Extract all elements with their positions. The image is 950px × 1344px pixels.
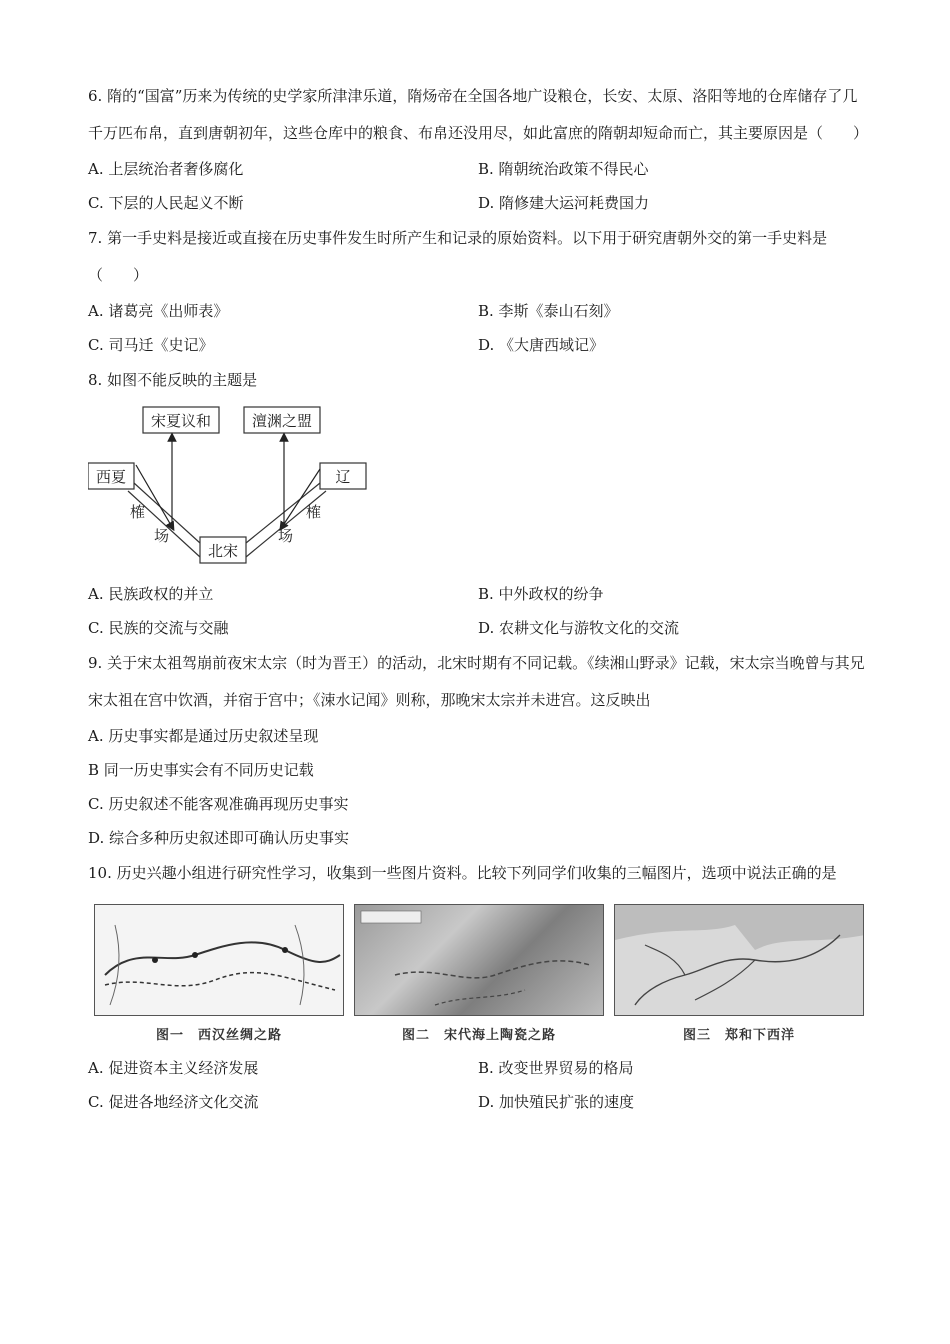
- label-que-left: 榷: [130, 503, 146, 521]
- ceramics-road-map-image: [354, 904, 604, 1016]
- option-b[interactable]: B. 李斯《泰山石刻》: [478, 302, 619, 320]
- option-a[interactable]: A. 民族政权的并立: [88, 585, 214, 603]
- left-channel-line: [128, 491, 200, 557]
- exam-page: [88, 78, 868, 1119]
- label-liao: 辽: [335, 468, 351, 486]
- map-caption: 图一 西汉丝绸之路: [155, 1028, 282, 1043]
- question-10-text: 10. 历史兴趣小组进行研究性学习，收集到一些图片资料。比较下列同学们收集的三幅图片，选项中说法正确的是: [88, 864, 837, 882]
- label-que-right: 榷: [306, 503, 322, 521]
- option-c[interactable]: C. 司马迁《史记》: [88, 336, 214, 354]
- option-d[interactable]: D. 隋修建大运河耗费国力: [478, 194, 650, 212]
- option-b[interactable]: B. 中外政权的纷争: [478, 585, 604, 603]
- map-figure-2: [354, 904, 604, 1043]
- label-chang-right: 场: [278, 527, 294, 545]
- question-7-options: [88, 294, 868, 362]
- label-chang-left: 场: [154, 527, 170, 545]
- right-channel-line: [246, 491, 326, 557]
- silk-road-map-image: [94, 904, 344, 1016]
- question-7-text: 7. 第一手史料是接近或直接在历史事件发生时所产生和记录的原始资料。以下用于研究唐朝外交的第一手史料是（ ）: [88, 229, 828, 284]
- question-8-text: 8. 如图不能反映的主题是: [88, 371, 258, 389]
- map-caption: 图三 郑和下西洋: [682, 1028, 795, 1043]
- option-c[interactable]: C. 历史叙述不能客观准确再现历史事实: [88, 795, 349, 813]
- option-b[interactable]: B 同一历史事实会有不同历史记载: [88, 761, 314, 779]
- option-c[interactable]: C. 民族的交流与交融: [88, 619, 229, 637]
- option-d[interactable]: D. 加快殖民扩张的速度: [478, 1093, 635, 1111]
- option-a[interactable]: A. 诸葛亮《出师表》: [88, 302, 229, 320]
- question-6-options: [88, 152, 868, 220]
- zhenghe-voyage-map-image: [614, 904, 864, 1016]
- question-9-options: [88, 719, 868, 855]
- label-xixia: 西夏: [95, 468, 127, 486]
- q8-trade-diagram: [88, 403, 388, 571]
- map-figure-3: [614, 904, 864, 1043]
- option-a[interactable]: A. 上层统治者奢侈腐化: [88, 160, 244, 178]
- option-a[interactable]: A. 促进资本主义经济发展: [88, 1059, 259, 1077]
- question-8-options: [88, 577, 868, 645]
- option-b[interactable]: B. 改变世界贸易的格局: [478, 1059, 634, 1077]
- option-d[interactable]: D. 农耕文化与游牧文化的交流: [478, 619, 680, 637]
- q10-map-figures: [94, 904, 868, 1043]
- map-figure-1: [94, 904, 344, 1043]
- label-beisong: 北宋: [207, 542, 239, 560]
- option-d[interactable]: D. 《大唐西域记》: [478, 336, 605, 354]
- option-b[interactable]: B. 隋朝统治政策不得民心: [478, 160, 649, 178]
- question-6-text: 6. 隋的“国富”历来为传统的史学家所津津乐道，隋炀帝在全国各地广设粮仓，长安、太原、洛阳等地的仓库储存了几千万匹布帛，直到唐朝初年，这些仓库中的粮食、布帛还没用尽，如此富庶的隋朝却短命而亡，其主要原因是（ ）: [88, 87, 869, 142]
- option-d[interactable]: D. 综合多种历史叙述即可确认历史事实: [88, 829, 350, 847]
- option-a[interactable]: A. 历史事实都是通过历史叙述呈现: [88, 727, 319, 745]
- option-c[interactable]: C. 促进各地经济文化交流: [88, 1093, 259, 1111]
- q8-diagram-svg: [88, 403, 388, 571]
- question-9-text: 9. 关于宋太祖驾崩前夜宋太宗（时为晋王）的活动，北宋时期有不同记载。《续湘山野录》记载，宋太宗当晚曾与其兄宋太祖在宫中饮酒，并宿于宫中；《涑水记闻》则称，那晚宋太宗并未进宫。这反映出: [88, 654, 865, 709]
- option-c[interactable]: C. 下层的人民起义不断: [88, 194, 244, 212]
- question-10-options: [88, 1051, 868, 1119]
- label-chanyuan: 澶渊之盟: [251, 412, 313, 430]
- map-caption: 图二 宋代海上陶瓷之路: [401, 1028, 556, 1043]
- label-song-xia: 宋夏议和: [150, 412, 212, 430]
